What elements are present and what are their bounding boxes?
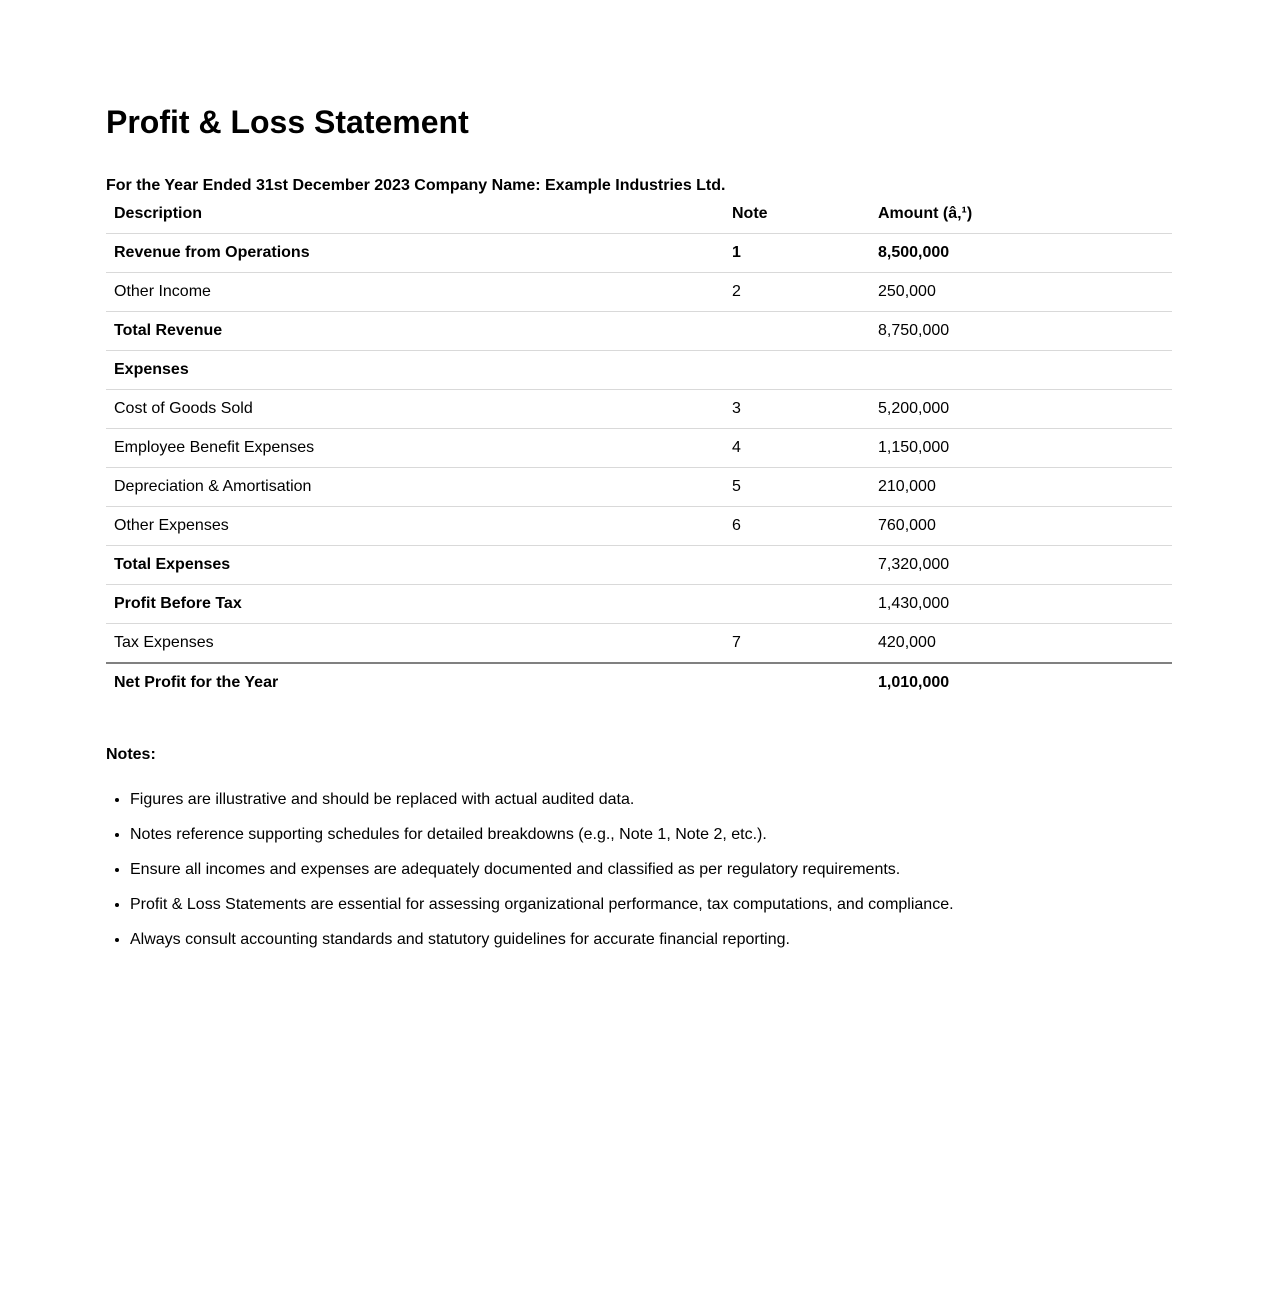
table-row: [106, 507, 1172, 546]
list-item: • Profit & Loss Statements are essential for assessing organizational performance, tax computations, and compliance.: [130, 895, 954, 915]
cell-description: Total Revenue: [106, 312, 724, 351]
table-row: [106, 468, 1172, 507]
page-title: Profit & Loss Statement: [106, 104, 469, 140]
table-row: [106, 390, 1172, 429]
table-row: [106, 312, 1172, 351]
list-item: • Ensure all incomes and expenses are adequately documented and classified as per regulatory requirements.: [130, 860, 954, 880]
cell-note: [724, 312, 870, 351]
cell-amount: 210,000: [870, 468, 1172, 507]
cell-amount: 8,750,000: [870, 312, 1172, 351]
header-description: Description: [106, 195, 724, 234]
cell-amount: 1,430,000: [870, 585, 1172, 624]
table-row: [106, 234, 1172, 273]
table-header-row: [106, 195, 1172, 234]
cell-amount: 1,010,000: [878, 674, 950, 691]
cell-note: 4: [724, 429, 870, 468]
cell-description: Cost of Goods Sold: [106, 390, 724, 429]
cell-description: Employee Benefit Expenses: [106, 429, 724, 468]
notes-heading: Notes:: [106, 746, 156, 763]
table-row: [106, 546, 1172, 585]
cell-description: Other Income: [106, 273, 724, 312]
cell-description: Depreciation & Amortisation: [106, 468, 724, 507]
cell-amount: 420,000: [870, 624, 1172, 664]
cell-description: Total Expenses: [106, 546, 724, 585]
pl-table: [106, 195, 1172, 702]
cell-description: Expenses: [106, 351, 724, 390]
cell-note: [724, 351, 870, 390]
table-row: [106, 624, 1172, 664]
cell-note: 5: [724, 468, 870, 507]
cell-note: [724, 546, 870, 585]
cell-note: [724, 585, 870, 624]
table-row: [106, 429, 1172, 468]
statement-subtitle: For the Year Ended 31st December 2023 Company Name: Example Industries Ltd.: [106, 177, 726, 194]
cell-description: Profit Before Tax: [106, 585, 724, 624]
cell-note: 7: [724, 624, 870, 664]
cell-amount: [870, 351, 1172, 390]
cell-amount: 5,200,000: [870, 390, 1172, 429]
header-note: Note: [724, 195, 870, 234]
header-amount: Amount (â‚¹): [870, 195, 1172, 234]
cell-amount: 8,500,000: [870, 234, 1172, 273]
net-profit-row: [106, 663, 1172, 702]
list-item: • Always consult accounting standards and statutory guidelines for accurate financial reporting.: [130, 930, 954, 950]
cell-amount: 7,320,000: [870, 546, 1172, 585]
cell-amount: 760,000: [870, 507, 1172, 546]
cell-description: Tax Expenses: [106, 624, 724, 664]
list-item: • Notes reference supporting schedules for detailed breakdowns (e.g., Note 1, Note 2, etc.).: [130, 825, 954, 845]
table-row: [106, 585, 1172, 624]
cell-description: Other Expenses: [106, 507, 724, 546]
cell-note: 2: [724, 273, 870, 312]
cell-amount: 1,150,000: [870, 429, 1172, 468]
cell-amount: 250,000: [870, 273, 1172, 312]
cell-note: [724, 663, 870, 702]
table-row: [106, 351, 1172, 390]
cell-description: Revenue from Operations: [106, 234, 724, 273]
cell-note: 1: [724, 234, 870, 273]
table-row: [106, 273, 1172, 312]
cell-description: Net Profit for the Year: [114, 674, 279, 691]
notes-list: [106, 790, 954, 965]
list-item: • Figures are illustrative and should be replaced with actual audited data.: [130, 790, 954, 810]
cell-note: 6: [724, 507, 870, 546]
cell-note: 3: [724, 390, 870, 429]
